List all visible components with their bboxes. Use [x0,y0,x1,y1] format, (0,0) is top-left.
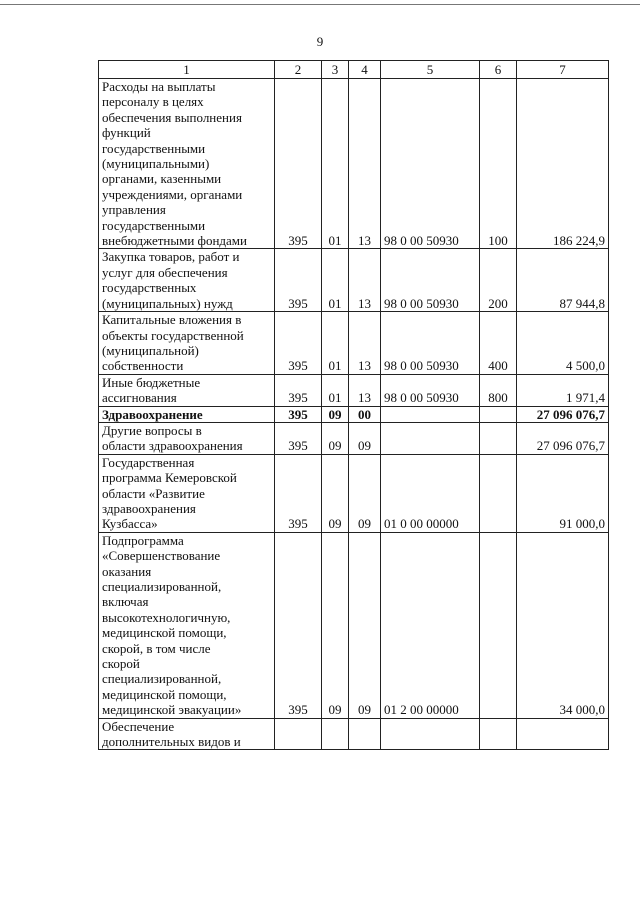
row-name-cell: Закупка товаров, работ и услуг для обеспечения государственных (муниципальных) нужд [99,249,275,312]
table-row [99,422,609,454]
table-row [99,718,609,750]
top-rule [0,4,640,5]
row-name-cell: Расходы на выплаты персоналу в целях обеспечения выполнения функций государственными (муниципальными) органами, казенными учреждениями, органами управления государственными внебюджетными фондами [99,79,275,249]
target-article-cell: 98 0 00 50930 [381,79,480,249]
table-row [99,374,609,406]
section-cell: 01 [322,79,349,249]
table-row [99,454,609,532]
expense-type-cell [480,406,517,422]
table-row [99,406,609,422]
subsection-cell: 13 [349,312,381,375]
expense-type-cell [480,532,517,718]
col-header-vr: 6 [480,61,517,79]
header-row [99,61,609,79]
subsection-cell: 13 [349,249,381,312]
amount-cell: 27 096 076,7 [517,406,609,422]
col-header-sum: 7 [517,61,609,79]
page-number: 9 [316,34,324,49]
section-cell: 01 [322,374,349,406]
col-header-csr: 5 [381,61,480,79]
table-row [99,532,609,718]
col-header-grbs: 2 [275,61,322,79]
subsection-cell: 13 [349,374,381,406]
target-article-cell: 98 0 00 50930 [381,249,480,312]
col-header-name: 1 [99,61,275,79]
row-name-cell: Здравоохранение [99,406,275,422]
expense-type-cell: 800 [480,374,517,406]
amount-cell: 4 500,0 [517,312,609,375]
row-name-cell: Другие вопросы в области здравоохранения [99,422,275,454]
target-article-cell [381,718,480,750]
section-cell: 09 [322,532,349,718]
section-cell: 09 [322,406,349,422]
col-header-pr: 4 [349,61,381,79]
table-row [99,249,609,312]
row-name-cell: Иные бюджетные ассигнования [99,374,275,406]
row-name-cell: Государственная программа Кемеровской области «Развитие здравоохранения Кузбасса» [99,454,275,532]
col-header-rz: 3 [322,61,349,79]
row-name-cell: Обеспечение дополнительных видов и [99,718,275,750]
grbs-cell [275,718,322,750]
subsection-cell: 00 [349,406,381,422]
subsection-cell: 13 [349,79,381,249]
grbs-cell: 395 [275,79,322,249]
amount-cell: 186 224,9 [517,79,609,249]
expense-type-cell [480,718,517,750]
table-row [99,312,609,375]
target-article-cell [381,422,480,454]
grbs-cell: 395 [275,454,322,532]
amount-cell: 34 000,0 [517,532,609,718]
subsection-cell [349,718,381,750]
subsection-cell: 09 [349,532,381,718]
target-article-cell: 01 0 00 00000 [381,454,480,532]
budget-table [98,60,609,750]
expense-type-cell: 200 [480,249,517,312]
grbs-cell: 395 [275,422,322,454]
expense-type-cell [480,422,517,454]
target-article-cell: 01 2 00 00000 [381,532,480,718]
target-article-cell: 98 0 00 50930 [381,374,480,406]
section-cell: 01 [322,249,349,312]
grbs-cell: 395 [275,374,322,406]
grbs-cell: 395 [275,312,322,375]
amount-cell: 91 000,0 [517,454,609,532]
expense-type-cell: 100 [480,79,517,249]
table-row [99,79,609,249]
row-name-cell: Подпрограмма «Совершенствование оказания специализированной, включая высокотехнологичную, медицинской помощи, скорой, в том числе скорой специализированной, медицинской помощи, медицинской эвакуации» [99,532,275,718]
amount-cell: 27 096 076,7 [517,422,609,454]
expense-type-cell: 400 [480,312,517,375]
amount-cell: 1 971,4 [517,374,609,406]
grbs-cell: 395 [275,532,322,718]
subsection-cell: 09 [349,422,381,454]
amount-cell: 87 944,8 [517,249,609,312]
section-cell [322,718,349,750]
section-cell: 09 [322,422,349,454]
subsection-cell: 09 [349,454,381,532]
amount-cell [517,718,609,750]
expense-type-cell [480,454,517,532]
grbs-cell: 395 [275,249,322,312]
grbs-cell: 395 [275,406,322,422]
table-body [99,79,609,750]
target-article-cell [381,406,480,422]
row-name-cell: Капитальные вложения в объекты государственной (муниципальной) собственности [99,312,275,375]
section-cell: 09 [322,454,349,532]
section-cell: 01 [322,312,349,375]
target-article-cell: 98 0 00 50930 [381,312,480,375]
